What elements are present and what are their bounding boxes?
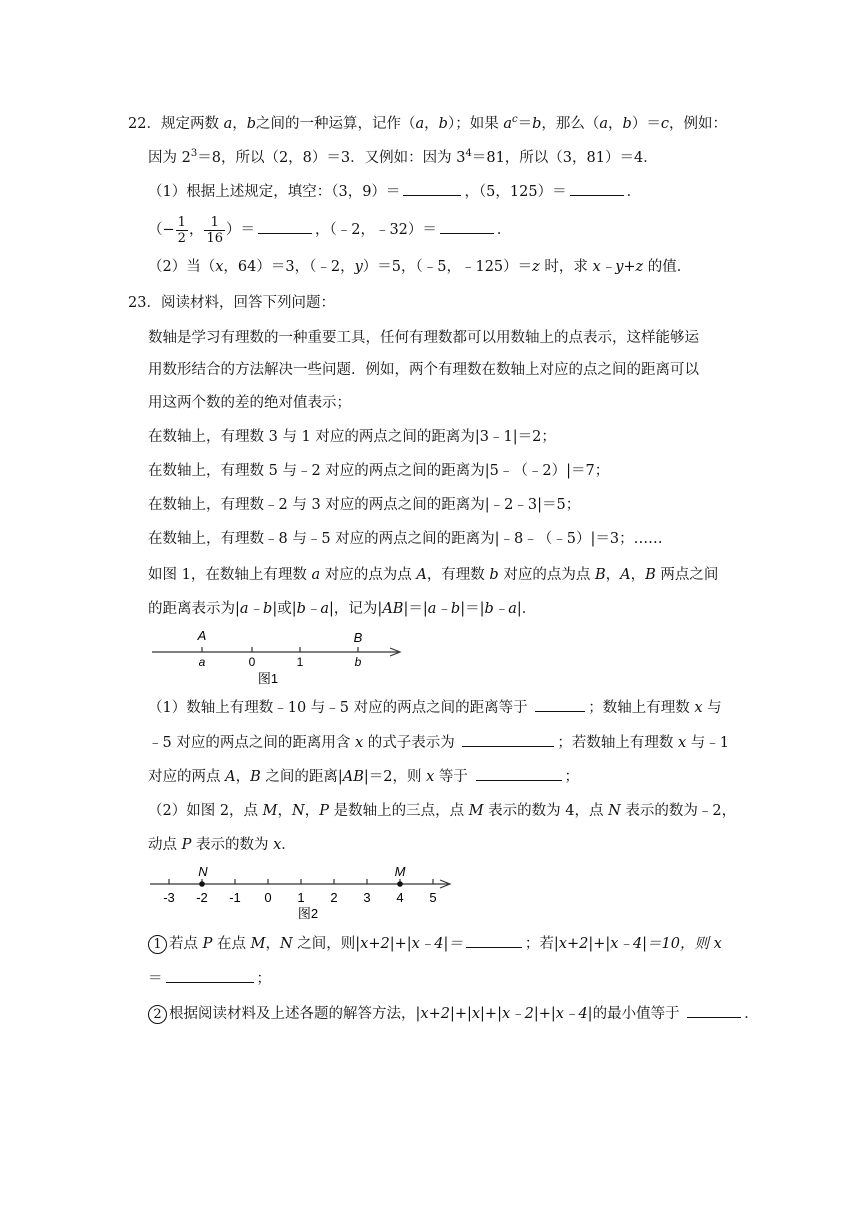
answer-blank[interactable]	[466, 933, 522, 948]
q23-part2-line2: 动点 P 表示的数为 x．	[148, 837, 296, 853]
tick-label: 4	[396, 890, 404, 905]
tick-label: -3	[163, 890, 175, 905]
point-M	[397, 881, 403, 887]
q23-title-line: 23．阅读材料，回答下列问题：	[128, 295, 335, 311]
q22-part2-line: （2）当（x，64）＝3，（﹣2，y）＝5，（﹣5，﹣125）＝z 时，求 x﹣y+z 的值．	[148, 259, 692, 275]
tick-label: 3	[363, 890, 371, 905]
tick-label: -1	[229, 890, 241, 905]
fraction: $\frac{1}{16}$	[206, 214, 223, 246]
answer-blank[interactable]	[570, 181, 624, 196]
q22-part1-line: （1）根据上述规定，填空：（3，9）＝ ，（5，125）＝ ．	[148, 181, 641, 202]
q22-part1b-line: （− $\frac{1}{2}$ ， $\frac{1}{16}$ ）＝ ，（﹣2，﹣32）＝ ．	[148, 214, 512, 246]
tick-label: 1	[297, 890, 305, 905]
point-N	[199, 881, 205, 887]
q23-example-4: 在数轴上，有理数﹣8 与﹣5 对应的两点之间的距离为|﹣8﹣（﹣5）|＝3；……	[148, 531, 663, 547]
answer-blank[interactable]	[166, 968, 254, 983]
figure-caption: 图1	[257, 671, 279, 686]
q23-part1-line1: （1）数轴上有理数﹣10 与﹣5 对应的两点之间的距离等于 ；数轴上有理数 x 与	[148, 697, 722, 718]
q23-distance-def: 的距离表示为|a﹣b|或|b﹣a|，记为|AB|＝|a﹣b|＝|b﹣a|．	[148, 601, 537, 617]
label-B: B	[353, 630, 363, 645]
figure-caption: 图2	[297, 906, 319, 921]
label-M: M	[394, 864, 406, 879]
tick-label: b	[354, 655, 362, 669]
question-number: 23．	[128, 295, 161, 311]
q22-intro-line: 22．规定两数 a，b之间的一种运算，记作（a，b）；如果 $a^c=b$，那么（a，b）＝c，例如：	[128, 114, 727, 132]
answer-blank[interactable]	[535, 697, 585, 712]
tick-label: -2	[196, 890, 208, 905]
question-number: 22．	[128, 115, 161, 132]
figure-1-number-line	[148, 624, 410, 690]
q23-part1-line2: ﹣5 对应的两点之间的距离用含 x 的式子表示为 ；若数轴上有理数 x 与﹣1	[148, 732, 729, 753]
answer-blank[interactable]	[440, 219, 494, 234]
q23-para2: 用数形结合的方法解决一些问题．例如，两个有理数在数轴上对应的点之间的距离可以	[148, 362, 699, 378]
answer-blank[interactable]	[687, 1003, 741, 1018]
tick-label: a	[198, 655, 206, 669]
q23-sub2-line: 2 根据阅读材料及上述各题的解答方法，|x+2|+|x|+|x﹣2|+|x﹣4|的最小值等于 ．	[148, 1003, 759, 1024]
tick-label: 0	[264, 890, 272, 905]
q23-fig1-intro: 如图 1，在数轴上有理数 a 对应的点为点 A，有理数 b 对应的点为点 B，A，B 两点之间	[148, 567, 719, 583]
q22-example-line: 因为 $2^3=8$，所以（2，8）＝3．又例如：因为 $3^4=81$，所以（3，81）＝4．	[148, 148, 658, 166]
q23-part2-line1: （2）如图 2，点 M，N，P 是数轴上的三点，点 M 表示的数为 4，点 N 表示的数为﹣2，	[148, 803, 737, 819]
tick-label: 1	[296, 655, 304, 669]
q23-example-1: 在数轴上，有理数 3 与 1 对应的两点之间的距离为|3﹣1|＝2；	[148, 429, 556, 445]
q23-para1: 数轴是学习有理数的一种重要工具，任何有理数都可以用数轴上的点表示，这样能够运	[148, 330, 699, 346]
fraction: $\frac{1}{2}$	[177, 214, 186, 246]
tick-label: 5	[429, 890, 437, 905]
circled-number: 2	[148, 1005, 167, 1024]
q23-example-2: 在数轴上，有理数 5 与﹣2 对应的两点之间的距离为|5﹣（﹣2）|＝7；	[148, 463, 610, 479]
answer-blank[interactable]	[258, 219, 312, 234]
answer-blank[interactable]	[462, 732, 554, 747]
label-A: A	[197, 628, 207, 643]
q23-para3: 用这两个数的差的绝对值表示；	[148, 395, 351, 411]
answer-blank[interactable]	[476, 766, 562, 781]
circled-number: 1	[148, 935, 167, 954]
answer-blank[interactable]	[403, 181, 461, 196]
figure-2-number-line	[148, 860, 460, 924]
q23-sub1-line1: 1 若点 P 在点 M，N 之间，则|x+2|+|x﹣4|＝ ；若|x+2|+|x﹣4|＝10，则 x	[148, 933, 722, 954]
q23-sub1-line2: ＝ ；	[148, 968, 271, 989]
tick-label: 0	[248, 655, 256, 669]
tick-label: 2	[330, 890, 338, 905]
label-N: N	[198, 864, 208, 879]
q23-part1-line3: 对应的两点 A，B 之间的距离|AB|＝2，则 x 等于 ；	[148, 766, 579, 787]
q23-example-3: 在数轴上，有理数﹣2 与 3 对应的两点之间的距离为|﹣2﹣3|＝5；	[148, 497, 581, 513]
